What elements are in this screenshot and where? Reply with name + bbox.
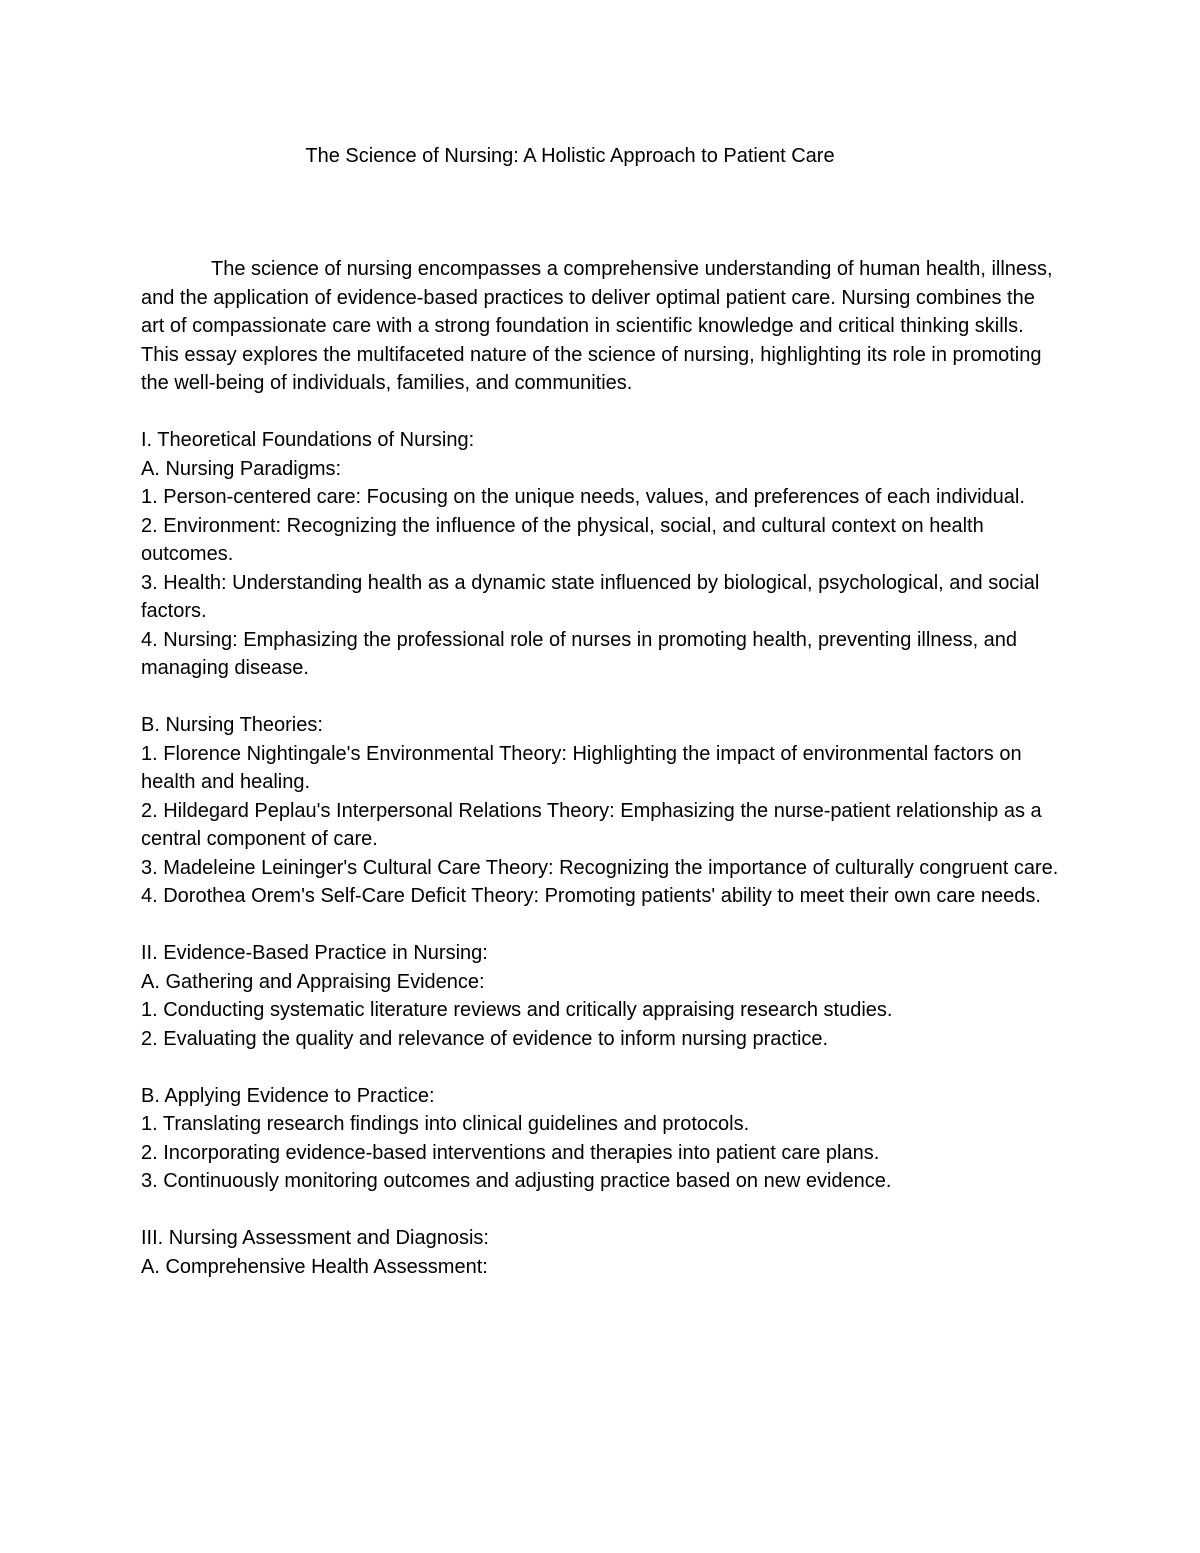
list-item: 3. Madeleine Leininger's Cultural Care Theory: Recognizing the importance of culturally congruent care. <box>141 856 1059 879</box>
list-item: 4. Nursing: Emphasizing the professional role of nurses in promoting health, preventing illness, and managing disease. <box>141 628 1018 679</box>
section-nursing-theories <box>141 711 1061 911</box>
section-heading: III. Nursing Assessment and Diagnosis: <box>141 1227 489 1249</box>
section-heading: II. Evidence-Based Practice in Nursing: <box>141 942 488 964</box>
list-item: 3. Continuously monitoring outcomes and adjusting practice based on new evidence. <box>141 1170 892 1192</box>
section-heading: I. Theoretical Foundations of Nursing: <box>141 429 475 451</box>
list-item: 1. Person-centered care: Focusing on the unique needs, values, and preferences of each individual. <box>141 486 1025 508</box>
subsection-heading: A. Gathering and Appraising Evidence: <box>141 970 485 993</box>
list-item: 2. Evaluating the quality and relevance of evidence to inform nursing practice. <box>141 1027 829 1050</box>
list-item: 4. Dorothea Orem's Self-Care Deficit Theory: Promoting patients' ability to meet their own care needs. <box>141 885 1041 907</box>
section-assessment-diagnosis <box>141 1224 1061 1281</box>
list-item: 1. Translating research findings into clinical guidelines and protocols. <box>141 1113 750 1135</box>
section-evidence-based-practice <box>141 939 1061 1053</box>
document-title: The Science of Nursing: A Holistic Approach to Patient Care <box>305 145 835 167</box>
subsection-heading: A. Nursing Paradigms: <box>141 457 342 480</box>
intro-paragraph: The science of nursing encompasses a comprehensive understanding of human health, illness, and the application of evidence-based practices to deliver optimal patient care. Nursing combines the art of compassionate care with a strong foundation in scientific knowledge and critical thinking skills. This essay explores the multifaceted nature of the science of nursing, highlighting its role in promoting the well-being of individuals, families, and communities. <box>141 258 1053 394</box>
list-item: 3. Health: Understanding health as a dynamic state influenced by biological, psychological, and social factors. <box>141 571 1040 622</box>
section-applying-evidence <box>141 1082 1061 1196</box>
list-item: 2. Incorporating evidence-based interventions and therapies into patient care plans. <box>141 1141 880 1164</box>
subsection-heading: B. Nursing Theories: <box>141 714 323 736</box>
section-theoretical-foundations <box>141 426 1061 683</box>
subsection-heading: A. Comprehensive Health Assessment: <box>141 1255 488 1278</box>
list-item: 1. Florence Nightingale's Environmental Theory: Highlighting the impact of environmental factors on health and healing. <box>141 742 1022 793</box>
document-body <box>141 255 1061 1310</box>
list-item: 2. Hildegard Peplau's Interpersonal Relations Theory: Emphasizing the nurse-patient relationship as a central component of care. <box>141 799 1042 850</box>
list-item: 2. Environment: Recognizing the influence of the physical, social, and cultural context on health outcomes. <box>141 514 984 565</box>
list-item: 1. Conducting systematic literature reviews and critically appraising research studies. <box>141 999 893 1021</box>
subsection-heading: B. Applying Evidence to Practice: <box>141 1084 435 1107</box>
